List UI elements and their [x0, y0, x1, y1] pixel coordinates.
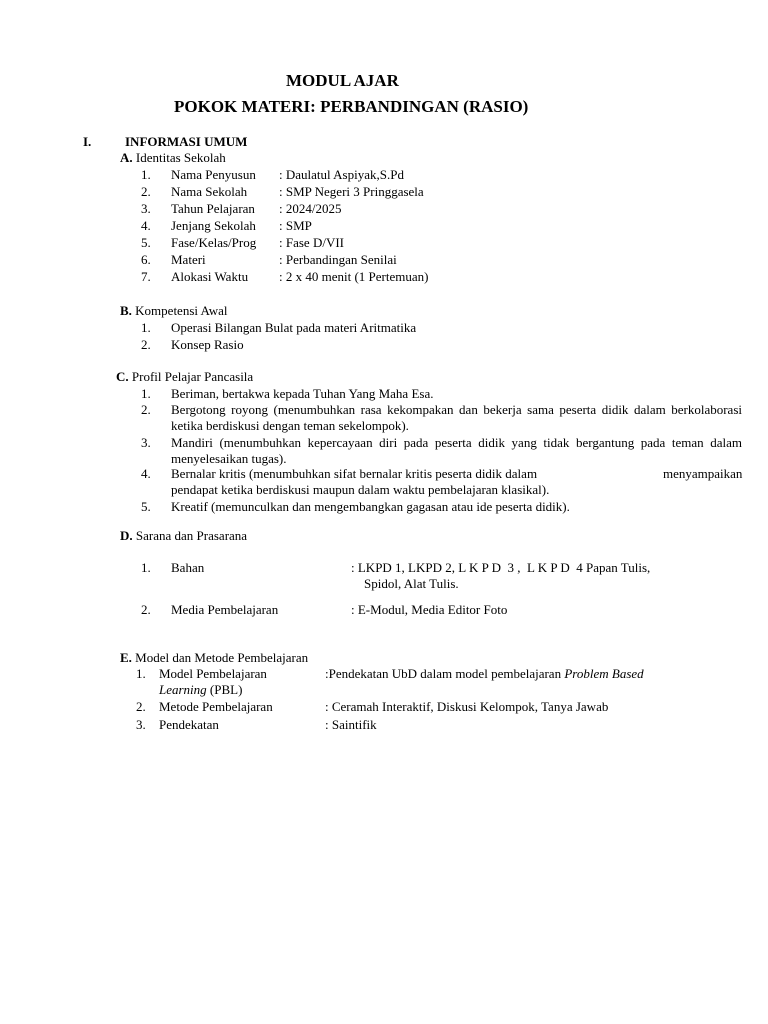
field-value-text: (PBL): [206, 682, 243, 697]
list-number: 1.: [141, 320, 151, 335]
field-value: : Daulatul Aspiyak,S.Pd: [279, 167, 404, 182]
field-value-italic: Problem Based: [564, 666, 644, 681]
subsection-letter: B.: [120, 303, 132, 318]
field-value-text: :Pendekatan UbD dalam model pembelajaran: [325, 666, 565, 681]
field-value: : Saintifik: [325, 717, 377, 732]
field-label: Model Pembelajaran: [159, 666, 267, 681]
field-label: Jenjang Sekolah: [171, 218, 256, 233]
document-subtitle: POKOK MATERI: PERBANDINGAN (RASIO): [174, 97, 529, 116]
field-value-italic: Learning: [159, 682, 207, 697]
subsection-letter: C.: [116, 369, 129, 384]
list-item-line: menyampaikan: [663, 466, 743, 481]
subsection-b-heading: [120, 303, 228, 319]
field-label: Materi: [171, 252, 206, 267]
field-value: : LKPD 1, LKPD 2, L K P D 3 , L K P D 4 Papan Tulis,: [351, 560, 651, 575]
list-number: 3.: [141, 201, 151, 216]
document-title: MODUL AJAR: [286, 71, 399, 90]
list-number: 5.: [141, 235, 151, 250]
field-value: : Fase D/VII: [279, 235, 344, 250]
list-item: Kreatif (memunculkan dan mengembangkan gagasan atau ide peserta didik).: [171, 499, 570, 514]
field-label: Metode Pembelajaran: [159, 699, 273, 714]
field-label: Alokasi Waktu: [171, 269, 249, 284]
list-number: 3.: [136, 717, 146, 732]
field-value: [325, 666, 644, 682]
field-value: : SMP: [279, 218, 312, 233]
list-number: 1.: [141, 560, 151, 575]
list-number: 1.: [141, 167, 151, 182]
list-item-line: pendapat ketika berdiskusi maupun dalam waktu pembelajaran klasikal).: [171, 482, 550, 497]
list-item: Mandiri (menumbuhkan kepercayaan diri pada peserta didik yang tidak bergantung pada teman dalam menyelesaikan tugas).: [171, 435, 742, 466]
field-value: : E-Modul, Media Editor Foto: [351, 602, 508, 617]
list-number: 6.: [141, 252, 151, 267]
subsection-title: Profil Pelajar Pancasila: [131, 369, 254, 384]
field-value: : 2024/2025: [279, 201, 342, 216]
subsection-a-heading: [120, 150, 226, 166]
subsection-e-heading: [120, 650, 308, 666]
field-value-continuation: [159, 682, 242, 698]
field-label: Fase/Kelas/Prog: [171, 235, 257, 250]
field-label: Tahun Pelajaran: [171, 201, 255, 216]
field-value: : Ceramah Interaktif, Diskusi Kelompok, Tanya Jawab: [325, 699, 609, 714]
list-number: 2.: [136, 699, 146, 714]
field-value: Spidol, Alat Tulis.: [364, 576, 459, 591]
subsection-d-heading: [120, 528, 247, 544]
field-label: Bahan: [171, 560, 205, 575]
field-value: : Perbandingan Senilai: [279, 252, 397, 267]
field-label: Pendekatan: [159, 717, 219, 732]
field-label: Media Pembelajaran: [171, 602, 279, 617]
list-number: 4.: [141, 218, 151, 233]
field-value: : SMP Negeri 3 Pringgasela: [279, 184, 424, 199]
list-item: Bergotong royong (menumbuhkan rasa kekompakan dan bekerja sama peserta didik dalam berkolaborasi ketika berdiskusi dengan teman sekelompok).: [171, 402, 742, 433]
list-item: Operasi Bilangan Bulat pada materi Aritmatika: [171, 320, 417, 335]
list-item: Beriman, bertakwa kepada Tuhan Yang Maha Esa.: [171, 386, 434, 401]
section-title: INFORMASI UMUM: [125, 134, 248, 149]
section-number: I.: [83, 134, 92, 149]
subsection-letter: E.: [120, 650, 132, 665]
list-number: 7.: [141, 269, 151, 284]
subsection-title: Model dan Metode Pembelajaran: [135, 650, 309, 665]
subsection-letter: A.: [120, 150, 133, 165]
subsection-title: Sarana dan Prasarana: [135, 528, 248, 543]
list-number: 5.: [141, 499, 151, 514]
list-number: 1.: [136, 666, 146, 681]
subsection-title: Kompetensi Awal: [135, 303, 228, 318]
list-number: 2.: [141, 602, 151, 617]
list-number: 4.: [141, 466, 151, 481]
list-number: 2.: [141, 184, 151, 199]
field-value: : 2 x 40 menit (1 Pertemuan): [279, 269, 429, 284]
list-number: 1.: [141, 386, 151, 401]
subsection-c-heading: [116, 369, 253, 385]
list-number: 2.: [141, 402, 151, 417]
list-item: Konsep Rasio: [171, 337, 244, 352]
field-label: Nama Penyusun: [171, 167, 256, 182]
field-label: Nama Sekolah: [171, 184, 248, 199]
list-number: 2.: [141, 337, 151, 352]
subsection-letter: D.: [120, 528, 133, 543]
subsection-title: Identitas Sekolah: [135, 150, 226, 165]
list-item-line: Bernalar kritis (menumbuhkan sifat bernalar kritis peserta didik dalam: [171, 466, 538, 481]
list-number: 3.: [141, 435, 151, 450]
